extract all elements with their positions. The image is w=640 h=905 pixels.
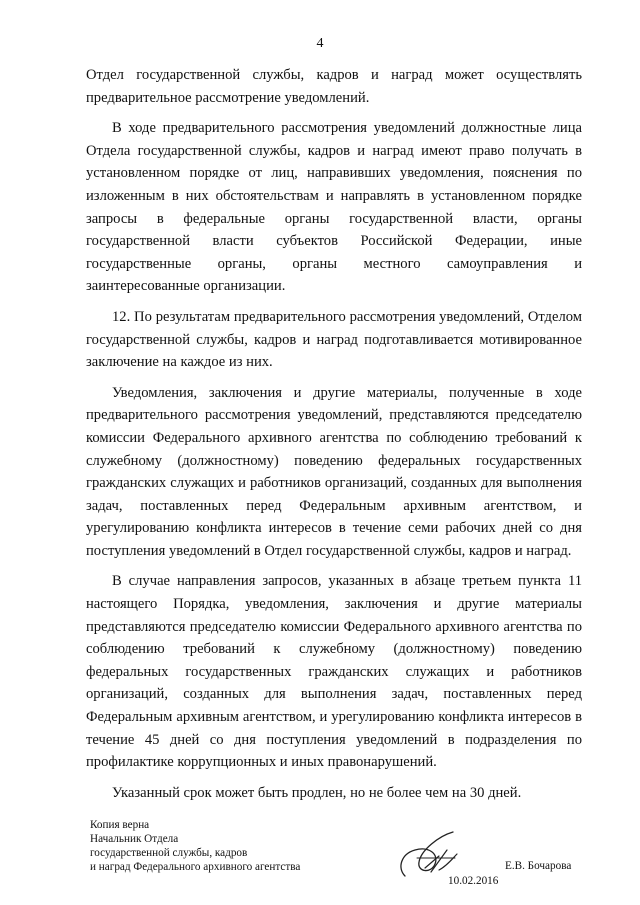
paragraph-1: Отдел государственной службы, кадров и наград может осуществлять предварительное рассмотрение уведомлений. bbox=[86, 67, 582, 106]
position-line-1: Начальник Отдела bbox=[90, 833, 179, 845]
position-line-2: государственной службы, кадров bbox=[90, 847, 248, 859]
paragraph-5: В случае направления запросов, указанных в абзаце третьем пункта 11 настоящего Порядка, уведомления, заключения и другие материалы представляются председателю комиссии Федерального архивного агентства по соблюдению требований к служебному (должностному) поведению федеральных государственных гражданских служащих и работников организаций, созданных для выполнения задач, поставленных перед Федеральным архивным агентством, и урегулированию конфликта интересов в течение 45 дней со дня поступления уведомлений в подразделения по профилактике коррупционных и иных правонарушений. bbox=[86, 573, 582, 771]
paragraph-6: Указанный срок может быть продлен, но не более чем на 30 дней. bbox=[112, 784, 522, 801]
position-line-3: и наград Федерального архивного агентства bbox=[90, 861, 301, 873]
certification-block bbox=[90, 818, 300, 874]
paragraph-2: В ходе предварительного рассмотрения уведомлений должностные лица Отдела государственной службы, кадров и наград имеют право получать в установленном порядке от лиц, направивших уведомления, пояснения по изложенным в них обстоятельствам и направлять в установленном порядке запросы в федеральные органы государственной власти, органы государственной власти субъектов Российской Федерации, иные государственные органы, органы местного самоуправления и заинтересованные организации. bbox=[86, 120, 582, 295]
paragraph-3: 12. По результатам предварительного рассмотрения уведомлений, Отделом государственной службы, кадров и наград подготавливается мотивированное заключение на каждое из них. bbox=[86, 308, 582, 371]
signer-name: Е.В. Бочарова bbox=[505, 860, 572, 872]
signature-date: 10.02.2016 bbox=[448, 875, 499, 887]
copy-certified-label: Копия верна bbox=[90, 819, 150, 831]
page-number: 4 bbox=[316, 36, 324, 51]
paragraph-4: Уведомления, заключения и другие материалы, полученные в ходе предварительного рассмотрения уведомлений, представляются председателю комиссии Федерального архивного агентства по соблюдению требований к служебному (должностному) поведению федеральных государственных гражданских служащих и работников организаций, созданных для выполнения задач, поставленных перед Федеральным архивным агентством, и урегулированию конфликта интересов в течение семи рабочих дней со дня поступления уведомлений в Отдел государственной службы, кадров и наград. bbox=[86, 384, 582, 559]
